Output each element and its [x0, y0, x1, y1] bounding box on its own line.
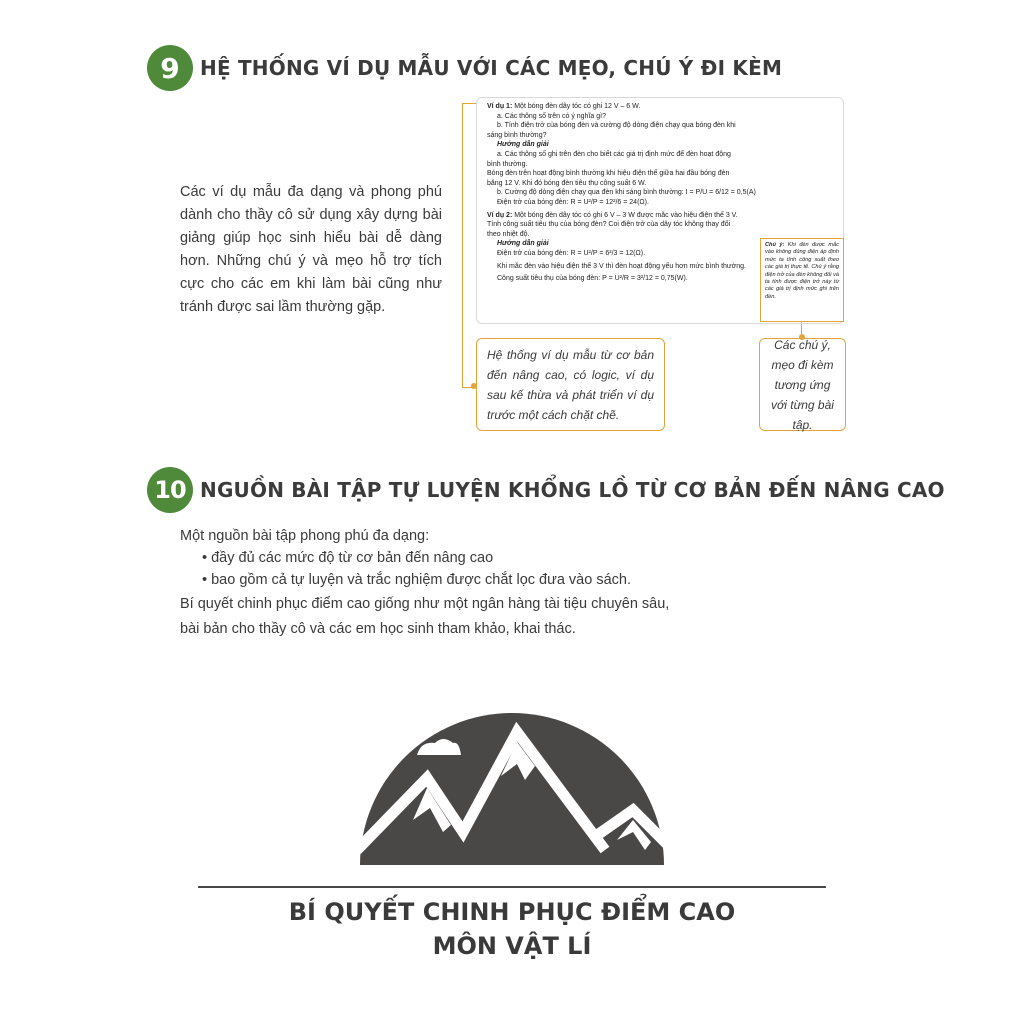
sample-formula: Điện trở của bóng đèn: R = U²/P = 12²/6 = 24(Ω). [497, 198, 649, 206]
callout-notes [759, 338, 846, 431]
example-1-text: Một bóng đèn dây tóc có ghi 12 V – 6 W. [512, 103, 641, 110]
example-2-label: Ví dụ 2: [487, 211, 513, 219]
divider [198, 886, 826, 888]
mountain-logo-icon [355, 660, 669, 870]
sample-formula: b. Cường độ dòng điện chạy qua đèn khi sáng bình thường: I = P/U = 6/12 = 0,5(A) [497, 189, 756, 197]
sample-line: Tính công suất tiêu thụ của bóng đèn? Coi điện trở của dây tóc không thay đổi [487, 221, 731, 229]
section-10-body [180, 525, 669, 640]
callout-examples [476, 338, 665, 431]
solution-heading: Hướng dẫn giải [497, 141, 549, 149]
sample-line: sáng bình thường? [487, 131, 547, 139]
sample-line: Khi mắc đèn vào hiệu điện thế 3 V thì đèn hoạt động yếu hơn mức bình thường. [497, 262, 746, 270]
section-10-badge: 10 [147, 467, 193, 513]
note-label: Chú ý: [765, 242, 785, 248]
sample-line: a. Các thông số ghi trên đèn cho biết các giá trị định mức để đèn hoạt động [497, 150, 731, 158]
section-9-title: HỆ THỐNG VÍ DỤ MẪU VỚI CÁC MẸO, CHÚ Ý ĐI KÈM [200, 56, 783, 80]
book-title-line2: MÔN VẬT LÍ [432, 932, 592, 960]
example-2-text: Một bóng đèn dây tóc có ghi 6 V – 3 W được mắc vào hiệu điện thế 3 V. [512, 211, 738, 219]
list-item: • bao gồm cả tự luyện và trắc nghiệm được chắt lọc đưa vào sách. [202, 572, 631, 588]
callout-notes-text: Các chú ý, mẹo đi kèm tương ứng với từng bài tập. [771, 337, 834, 432]
sample-line: theo nhiệt độ. [487, 230, 530, 238]
section-10-para1: Bí quyết chinh phục điểm cao giống như một ngân hàng tài tiệu chuyên sâu, [180, 596, 670, 612]
sample-line: bình thường. [487, 160, 528, 168]
section-9-badge: 9 [147, 45, 193, 91]
section-10-lead: Một nguồn bài tập phong phú đa dạng: [180, 528, 430, 544]
section-10-title: NGUỒN BÀI TẬP TỰ LUYỆN KHỔNG LỒ TỪ CƠ BẢN ĐẾN NÂNG CAO [200, 478, 945, 502]
book-title-line1: BÍ QUYẾT CHINH PHỤC ĐIỂM CAO [288, 898, 736, 926]
sample-line: bằng 12 V. Khi đó bóng đèn tiêu thụ công suất 6 W. [487, 179, 647, 187]
example-1-label: Ví dụ 1: [487, 103, 513, 110]
list-item: • đầy đủ các mức độ từ cơ bản đến nâng cao [202, 550, 494, 566]
solution-heading: Hướng dẫn giải [497, 240, 549, 248]
note-text: Khi đèn được mắc vào không đúng điện áp định mức ta tính công suất theo các giá trị thực tế. Chú ý rằng điện trở của đèn không đổi và ta tính được điện trở này từ các giá trị định mức ghi trên đèn. [765, 242, 839, 300]
sample-formula: Công suất tiêu thụ của bóng đèn: P = U²/R = 3²/12 = 0,75(W). [497, 275, 688, 283]
bracket-connector [462, 103, 477, 388]
sample-line: Bóng đèn trên hoạt động bình thường khi hiệu điện thế giữa hai đầu bóng đèn [487, 170, 730, 178]
sample-formula: Điện trở của bóng đèn: R = U²/P = 6²/3 = 12(Ω). [497, 249, 646, 257]
callout-examples-text: Hệ thống ví dụ mẫu từ cơ bản đến nâng cao, có logic, ví dụ sau kế thừa và phát triển ví dụ trước một cách chặt chẽ. [487, 347, 654, 422]
section-10-para2: bài bản cho thầy cô và các em học sinh tham khảo, khai thác. [180, 621, 576, 637]
section-9-intro: Các ví dụ mẫu đa dạng và phong phú dành cho thầy cô sử dụng xây dựng bài giảng giúp học sinh hiểu bài dễ dàng hơn. Những chú ý và mẹo hỗ trợ tích cực cho các em khi làm bài cũng như tránh được sai lầm thường gặp. [180, 184, 442, 315]
sample-line: b. Tính điện trở của bóng đèn và cường độ dòng điện chạy qua bóng đèn khi [497, 122, 736, 130]
sample-line: a. Các thông số trên có ý nghĩa gì? [497, 112, 606, 120]
note-box [760, 238, 844, 322]
